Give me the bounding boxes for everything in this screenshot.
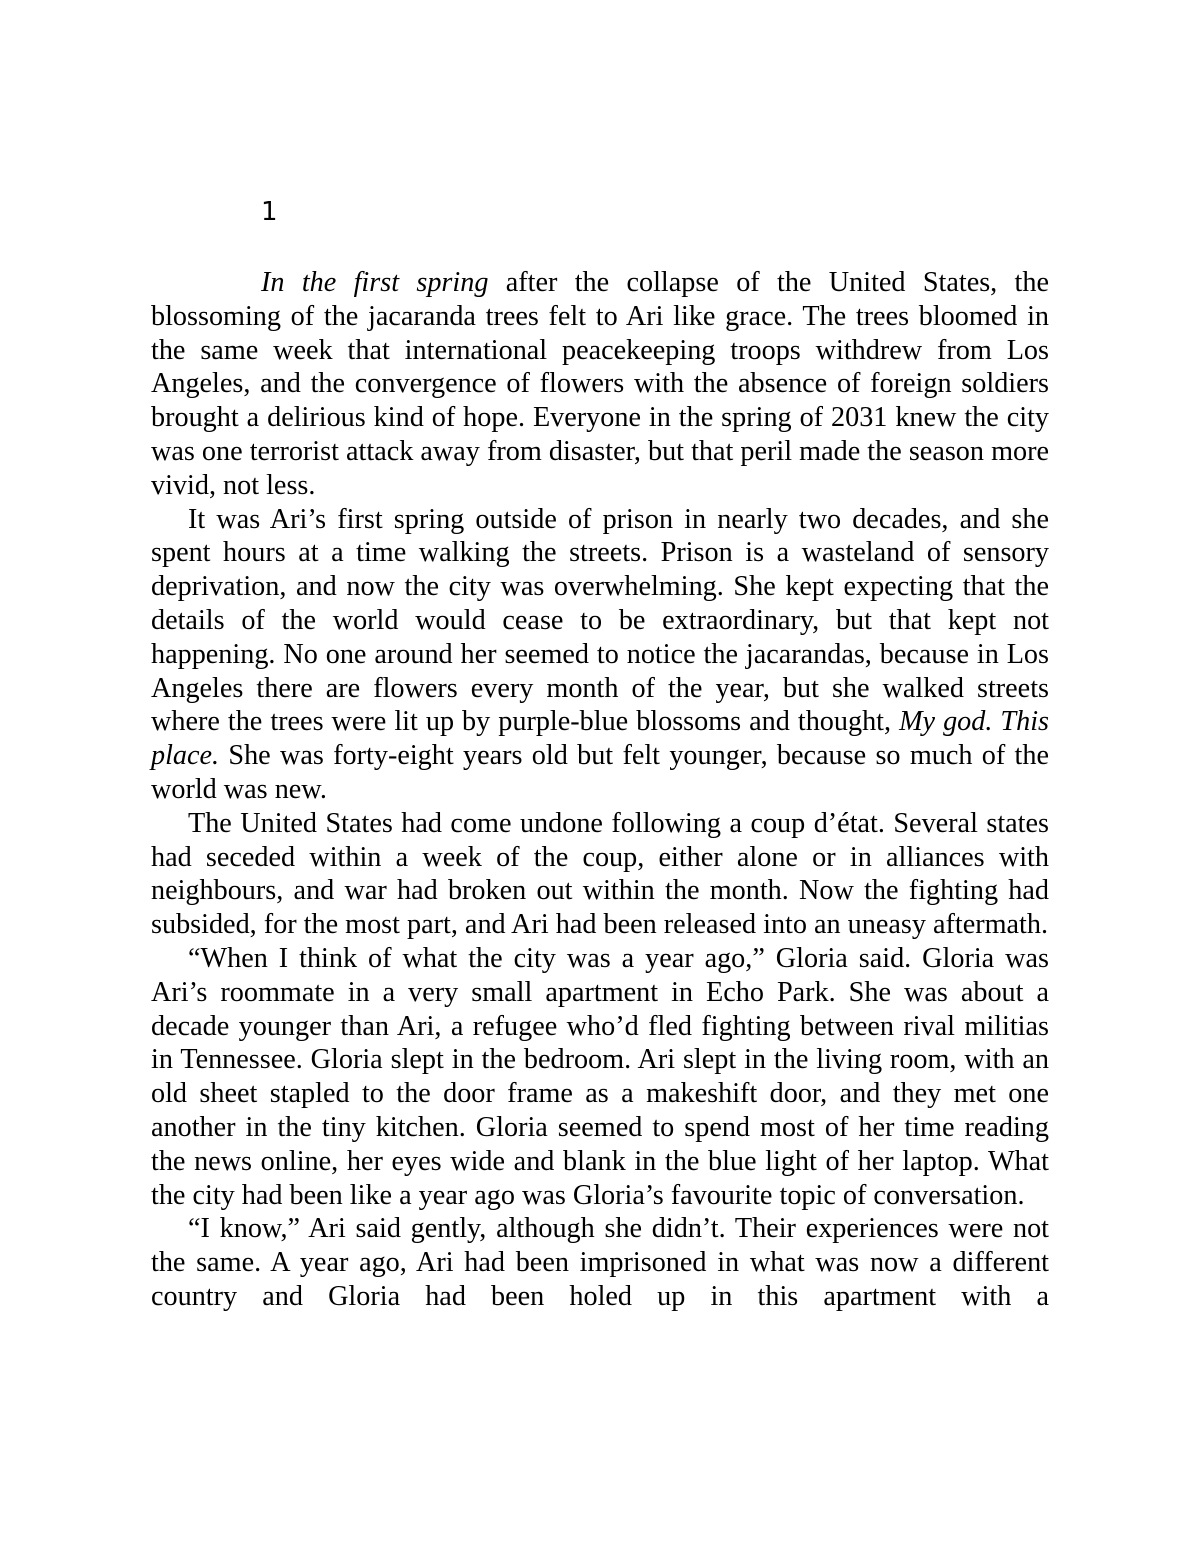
paragraph-1 xyxy=(151,266,1049,503)
paragraph-3: The United States had come undone following a coup d’état. Several states had seceded within a week of the coup, either alone or in alliances with neighbours, and war had broken out within the month. Now the fighting had subsided, for the most part, and Ari had been released into an uneasy aftermath. xyxy=(151,807,1049,941)
paragraph-1-text: after the collapse of the United States, the blossoming of the jacaranda trees felt to Ari like grace. The trees bloomed in the same week that international peacekeeping troops withdrew from Los Angeles, and the convergence of flowers with the absence of foreign soldiers brought a delirious kind of hope. Everyone in the spring of 2031 knew the city was one terrorist attack away from disaster, but that peril made the season more vivid, not less. xyxy=(151,267,1049,501)
chapter-number: 1 xyxy=(261,197,278,227)
paragraph-2-text-before: It was Ari’s first spring outside of prison in nearly two decades, and she spent hours at a time walking the streets. Prison is a wasteland of sensory deprivation, and now the city was overwhelming. She kept expecting that the details of the world would cease to be extraordinary, but that kept not happening. No one around her seemed to notice the jacarandas, because in Los Angeles there are flowers every month of the year, but she walked streets where the trees were lit up by purple-blue blossoms and thought, xyxy=(151,503,1049,738)
paragraph-2-text-after: She was forty-eight years old but felt younger, because so much of the world was new. xyxy=(151,740,1049,805)
paragraph-5: “I know,” Ari said gently, although she didn’t. Their experiences were not the same. A year ago, Ari had been imprisoned in what was now a different country and Gloria had been holed up in this apartment with a xyxy=(151,1213,1049,1312)
paragraph-1-italic-lead: In the first spring xyxy=(261,267,489,298)
chapter-body xyxy=(151,266,1049,1314)
paragraph-4: “When I think of what the city was a year ago,” Gloria said. Gloria was Ari’s roommate in a very small apartment in Echo Park. She was about a decade younger than Ari, a refugee who’d fled fighting between rival militias in Tennessee. Gloria slept in the bedroom. Ari slept in the living room, with an old sheet stapled to the door frame as a makeshift door, and they met one another in the tiny kitchen. Gloria seemed to spend most of her time reading the news online, her eyes wide and blank in the blue light of her laptop. What the city had been like a year ago was Gloria’s favourite topic of conversation. xyxy=(151,942,1049,1211)
paragraph-2-italic: My god. This place. xyxy=(151,706,1050,772)
paragraph-2 xyxy=(151,503,1049,807)
